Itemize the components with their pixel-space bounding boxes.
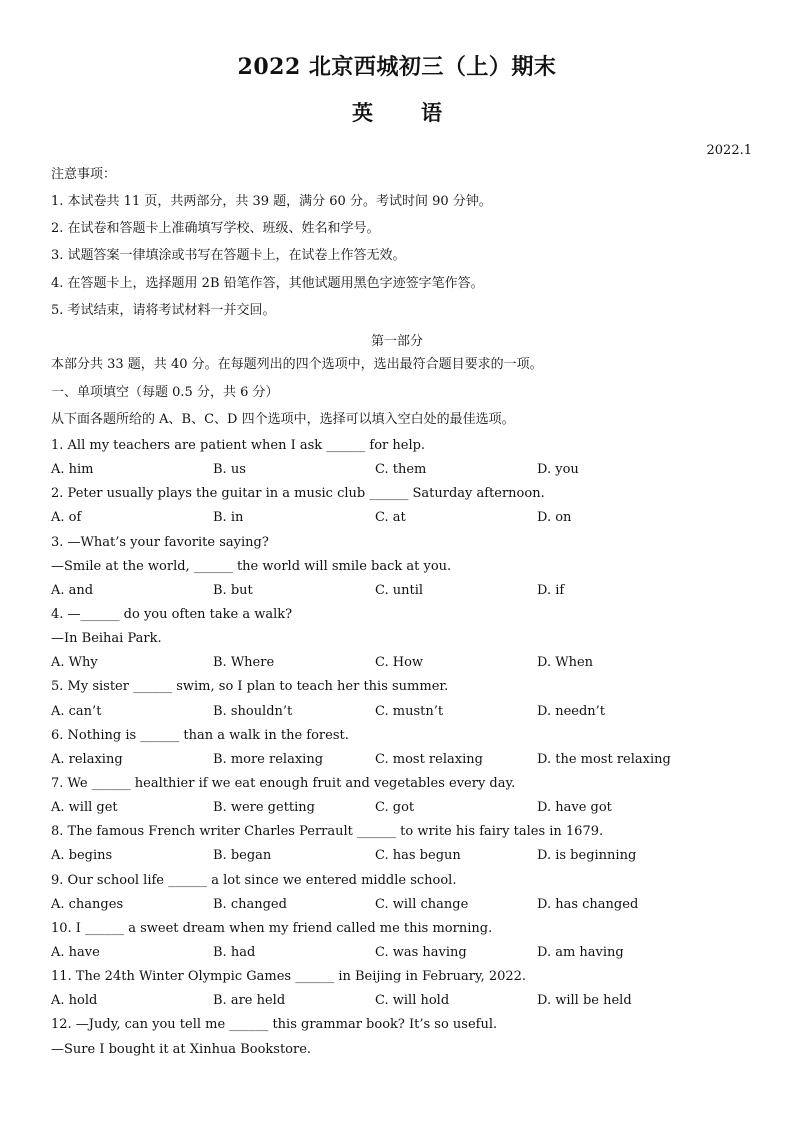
option-a: A. and: [51, 583, 94, 598]
option-a: A. Why: [51, 655, 98, 670]
question-stem: 2. Peter usually plays the guitar in a music club ______ Saturday afternoon.: [51, 486, 545, 501]
option-d: D. on: [537, 510, 572, 525]
option-c: C. will hold: [375, 993, 450, 1008]
option-a: A. of: [51, 510, 82, 525]
option-b: B. began: [213, 848, 272, 863]
subject-title: [0, 97, 794, 127]
option-d: D. am having: [537, 945, 624, 960]
question-stem: 11. The 24th Winter Olympic Games ______ in Beijing in February, 2022.: [51, 969, 527, 984]
option-a: A. changes: [51, 897, 124, 912]
question-stem: 6. Nothing is ______ than a walk in the forest.: [51, 728, 349, 743]
option-c: C. was having: [375, 945, 467, 960]
option-c: C. them: [375, 462, 427, 477]
question-stem: 5. My sister ______ swim, so I plan to teach her this summer.: [51, 679, 449, 694]
option-c: C. will change: [375, 897, 469, 912]
option-c: C. has begun: [375, 848, 461, 863]
option-b: B. changed: [213, 897, 287, 912]
option-b: B. had: [213, 945, 256, 960]
option-a: A. begins: [51, 848, 113, 863]
option-d: D. have got: [537, 800, 612, 815]
option-row: [51, 655, 731, 671]
option-row: [51, 462, 731, 478]
option-a: A. relaxing: [51, 752, 123, 767]
option-c: C. at: [375, 510, 406, 525]
question-stem: —Sure I bought it at Xinhua Bookstore.: [51, 1042, 312, 1057]
section-title: 一、单项填空（每题 0.5 分，共 6 分）: [51, 385, 279, 400]
option-c: C. got: [375, 800, 415, 815]
option-d: D. When: [537, 655, 594, 670]
option-a: A. him: [51, 462, 94, 477]
option-c: C. until: [375, 583, 424, 598]
option-a: A. can’t: [51, 704, 102, 719]
option-row: [51, 704, 731, 720]
option-row: [51, 848, 731, 864]
question-stem: 3. —What’s your favorite saying?: [51, 535, 269, 550]
option-row: [51, 752, 731, 768]
option-d: D. the most relaxing: [537, 752, 671, 767]
notice-item: 5. 考试结束，请将考试材料一并交回。: [51, 303, 276, 318]
option-d: D. has changed: [537, 897, 639, 912]
exam-title: 2022 北京西城初三（上）期末: [237, 54, 557, 80]
notice-heading: 注意事项：: [51, 167, 117, 182]
option-b: B. but: [213, 583, 253, 598]
option-c: C. most relaxing: [375, 752, 483, 767]
question-stem: 9. Our school life ______ a lot since we entered middle school.: [51, 873, 457, 888]
option-c: C. mustn’t: [375, 704, 444, 719]
notice-item: 2. 在试卷和答题卡上准确填写学校、班级、姓名和学号。: [51, 221, 380, 236]
question-stem: 12. —Judy, can you tell me ______ this grammar book? It’s so useful.: [51, 1017, 498, 1032]
option-d: D. will be held: [537, 993, 632, 1008]
option-b: B. shouldn’t: [213, 704, 293, 719]
option-b: B. in: [213, 510, 244, 525]
option-c: C. How: [375, 655, 424, 670]
option-row: [51, 897, 731, 913]
exam-date: 2022.1: [706, 143, 752, 158]
subject-char-1: 英: [352, 100, 373, 125]
question-stem: 7. We ______ healthier if we eat enough fruit and vegetables every day.: [51, 776, 516, 791]
subject-char-2: 语: [421, 100, 442, 125]
option-d: D. needn’t: [537, 704, 606, 719]
option-d: D. is beginning: [537, 848, 637, 863]
question-stem: —In Beihai Park.: [51, 631, 162, 646]
option-row: [51, 583, 731, 599]
part-intro: 本部分共 33 题，共 40 分。在每题列出的四个选项中，选出最符合题目要求的一项。: [51, 357, 543, 372]
option-b: B. more relaxing: [213, 752, 324, 767]
option-b: B. us: [213, 462, 246, 477]
notice-item: 4. 在答题卡上，选择题用 2B 铅笔作答，其他试题用黑色字迹签字笔作答。: [51, 276, 484, 291]
option-b: B. are held: [213, 993, 286, 1008]
section-instruction: 从下面各题所给的 A、B、C、D 四个选项中，选择可以填入空白处的最佳选项。: [51, 412, 515, 427]
question-stem: —Smile at the world, ______ the world will smile back at you.: [51, 559, 452, 574]
question-stem: 4. —______ do you often take a walk?: [51, 607, 293, 622]
part-heading: 第一部分: [370, 334, 423, 349]
option-row: [51, 993, 731, 1009]
option-a: A. hold: [51, 993, 98, 1008]
option-d: D. you: [537, 462, 579, 477]
notice-item: 1. 本试卷共 11 页，共两部分，共 39 题，满分 60 分。考试时间 90 分钟。: [51, 194, 492, 209]
option-row: [51, 800, 731, 816]
question-stem: 10. I ______ a sweet dream when my friend called me this morning.: [51, 921, 493, 936]
option-b: B. were getting: [213, 800, 315, 815]
option-a: A. will get: [51, 800, 118, 815]
option-a: A. have: [51, 945, 100, 960]
option-row: [51, 510, 731, 526]
option-row: [51, 945, 731, 961]
option-b: B. Where: [213, 655, 275, 670]
option-d: D. if: [537, 583, 565, 598]
notice-item: 3. 试题答案一律填涂或书写在答题卡上，在试卷上作答无效。: [51, 248, 406, 263]
question-stem: 1. All my teachers are patient when I ask ______ for help.: [51, 438, 426, 453]
question-stem: 8. The famous French writer Charles Perrault ______ to write his fairy tales in 1679.: [51, 824, 604, 839]
